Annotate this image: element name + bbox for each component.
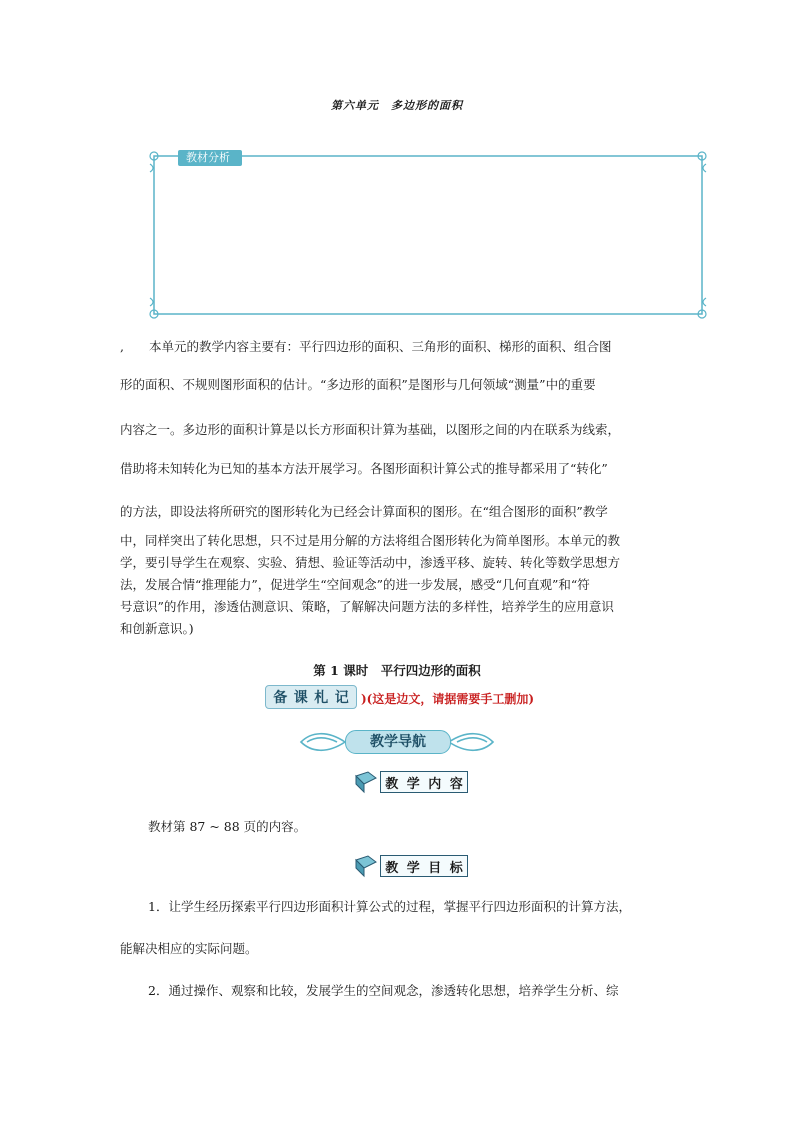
- analysis-line-6: 中，同样突出了转化思想，只不过是用分解的方法将组合图形转化为简单图形。本单元的教: [120, 533, 621, 548]
- section-goals-char-3: 目: [428, 860, 442, 876]
- note-badge: [265, 685, 357, 709]
- nav-banner: [297, 728, 497, 756]
- note-char-4: 记: [334, 690, 349, 706]
- section-content-body: 教材第 87 ~ 88 页的内容。: [148, 819, 307, 834]
- section-title-content: [380, 771, 468, 793]
- analysis-line-8: 法，发展合情“推理能力”，促进学生“空间观念”的进一步发展，感受“几何直观”和“符: [120, 577, 590, 592]
- section-goals-char-1: 教: [385, 860, 399, 876]
- section-content-char-3: 内: [428, 776, 442, 792]
- analysis-line-1: , 本单元的教学内容主要有：平行四边形的面积、三角形的面积、梯形的面积、组合图: [120, 339, 612, 354]
- analysis-line-2: 形的面积、不规则图形面积的估计。“多边形的面积”是图形与几何领域“测量”中的重要: [120, 377, 596, 392]
- section-content-char-2: 学: [406, 776, 420, 792]
- section-goals-char-2: 学: [406, 860, 420, 876]
- section-goals-char-4: 标: [449, 860, 463, 876]
- nav-title: 教学导航: [345, 730, 451, 754]
- analysis-line-7: 学，要引导学生在观察、实验、猜想、验证等活动中，渗透平移、旋转、转化等数学思想方: [120, 555, 621, 570]
- section-content-char-4: 容: [449, 776, 463, 792]
- book-icon: [354, 770, 378, 794]
- book-icon: [354, 854, 378, 878]
- analysis-line-5: 的方法，即设法将所研究的图形转化为已经会计算面积的图形。在“组合图形的面积”教学: [120, 504, 608, 519]
- frame-border: [148, 150, 708, 320]
- goal-2-line-1: 2．通过操作、观察和比较，发展学生的空间观念，渗透转化思想，培养学生分析、综: [148, 983, 619, 998]
- note-char-2: 课: [293, 690, 308, 706]
- section-title-goals: [380, 855, 468, 877]
- note-text: )(这是边文，请据需要手工删加): [361, 692, 535, 706]
- note-char-1: 备: [273, 690, 288, 706]
- analysis-line-10: 和创新意识。): [120, 621, 194, 636]
- analysis-label: 教材分析: [178, 150, 242, 166]
- section-content-char-1: 教: [385, 776, 399, 792]
- analysis-line-9: 号意识”的作用，渗透估测意识、策略，了解解决问题方法的多样性，培养学生的应用意识: [120, 599, 614, 614]
- goal-1-line-2: 能解决相应的实际问题。: [120, 941, 258, 956]
- analysis-line-4: 借助将未知转化为已知的基本方法开展学习。各图形面积计算公式的推导都采用了“转化”: [120, 461, 608, 476]
- note-char-3: 札: [314, 690, 329, 706]
- analysis-line-3: 内容之一。多边形的面积计算是以长方形面积计算为基础，以图形之间的内在联系为线索，: [120, 422, 621, 437]
- analysis-frame: [148, 150, 708, 320]
- lesson-title: 第 1 课时 平行四边形的面积: [313, 663, 481, 678]
- unit-title: 第六单元 多边形的面积: [331, 99, 463, 112]
- goal-1-line-1: 1．让学生经历探索平行四边形面积计算公式的过程，掌握平行四边形面积的计算方法，: [148, 899, 631, 914]
